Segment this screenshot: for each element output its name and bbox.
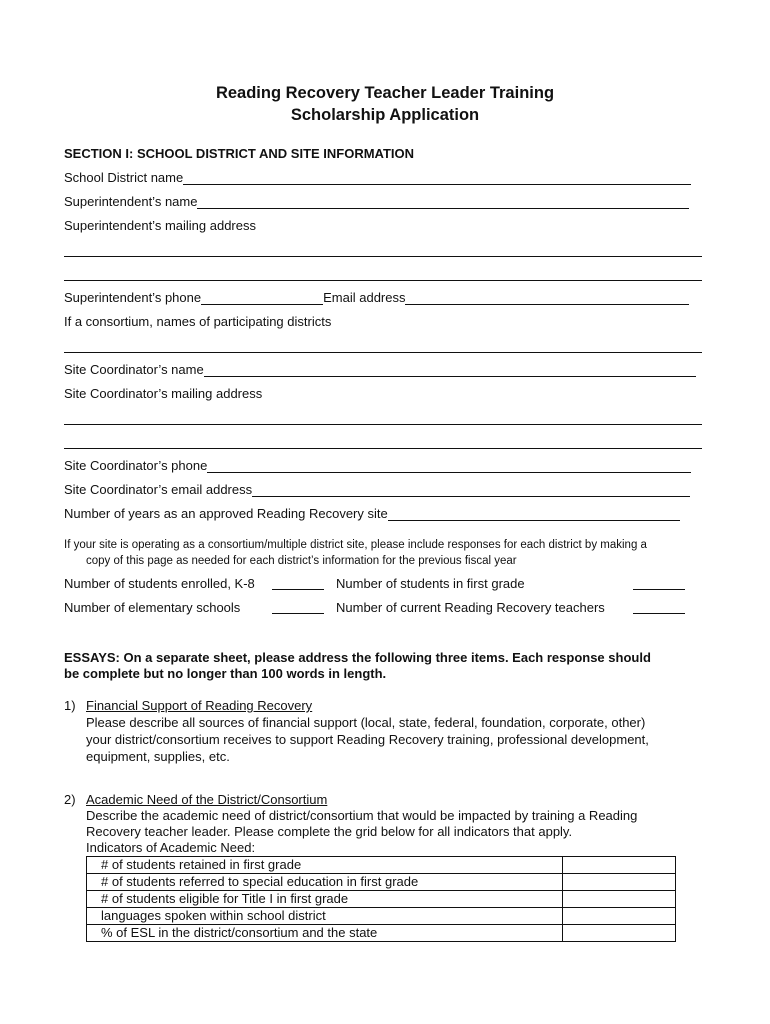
grid-value-cell[interactable] (563, 908, 676, 925)
rr-teachers-label: Number of current Reading Recovery teachers (336, 600, 605, 615)
supt-name-label: Superintendent’s name (64, 194, 198, 209)
coord-phone-label: Site Coordinator’s phone (64, 458, 208, 473)
coord-address-line-1[interactable] (64, 424, 702, 425)
district-name-field[interactable] (183, 172, 691, 185)
rr-teachers-field[interactable] (633, 613, 685, 614)
coord-name-row (64, 362, 696, 377)
coord-phone-row (64, 458, 691, 473)
item-2-line-3: Indicators of Academic Need: (86, 840, 256, 855)
essays-heading-line-2: be complete but no longer than 100 words in length. (64, 666, 387, 681)
item-1-number: 1) (64, 698, 76, 713)
supt-name-row (64, 194, 689, 209)
grid-indicator-label: languages spoken within school district (87, 908, 563, 925)
supt-address-line-2[interactable] (64, 280, 702, 281)
enrolled-field[interactable] (272, 589, 324, 590)
item-1-line-1: Please describe all sources of financial support (local, state, federal, foundation, corporate, other) (86, 715, 646, 730)
table-row (87, 925, 676, 942)
supt-address-label: Superintendent’s mailing address (64, 218, 256, 233)
table-row (87, 891, 676, 908)
essays-heading-line-1: ESSAYS: On a separate sheet, please address the following three items. Each response should (64, 650, 651, 665)
document-title: Reading Recovery Teacher Leader Training (215, 84, 555, 102)
item-1-line-2: your district/consortium receives to support Reading Recovery training, professional development, (86, 732, 649, 747)
supt-email-label: Email address (323, 290, 406, 305)
grid-value-cell[interactable] (563, 925, 676, 942)
grid-indicator-label: # of students referred to special education in first grade (87, 874, 563, 891)
district-name-row (64, 170, 691, 185)
district-name-label: School District name (64, 170, 184, 185)
consortium-note-line-2: copy of this page as needed for each district’s information for the previous fiscal year (86, 555, 517, 567)
consortium-label: If a consortium, names of participating districts (64, 314, 332, 329)
years-row (64, 506, 680, 521)
item-2-line-1: Describe the academic need of district/consortium that would be impacted by training a Reading (86, 808, 638, 823)
supt-phone-field[interactable] (201, 292, 323, 305)
grid-indicator-label: % of ESL in the district/consortium and the state (87, 925, 563, 942)
coord-name-label: Site Coordinator’s name (64, 362, 204, 377)
academic-need-grid (86, 856, 676, 942)
grid-value-cell[interactable] (563, 891, 676, 908)
consortium-line[interactable] (64, 352, 702, 353)
item-2-number: 2) (64, 792, 76, 807)
section-heading: SECTION I: SCHOOL DISTRICT AND SITE INFORMATION (64, 146, 415, 161)
coord-address-label: Site Coordinator’s mailing address (64, 386, 263, 401)
grid-value-cell[interactable] (563, 874, 676, 891)
grid-indicator-label: # of students retained in first grade (87, 857, 563, 874)
enrolled-label: Number of students enrolled, K-8 (64, 576, 255, 591)
table-row (87, 874, 676, 891)
coord-address-line-2[interactable] (64, 448, 702, 449)
table-row (87, 908, 676, 925)
first-grade-label: Number of students in first grade (336, 576, 525, 591)
coord-email-label: Site Coordinator’s email address (64, 482, 253, 497)
elementary-field[interactable] (272, 613, 324, 614)
coord-email-row (64, 482, 690, 497)
supt-name-field[interactable] (197, 196, 689, 209)
years-field[interactable] (388, 508, 680, 521)
table-row (87, 857, 676, 874)
consortium-note-line-1: If your site is operating as a consortium/multiple district site, please include responses for each district by making a (64, 539, 647, 551)
coord-phone-field[interactable] (207, 460, 691, 473)
elementary-label: Number of elementary schools (64, 600, 241, 615)
supt-address-line-1[interactable] (64, 256, 702, 257)
years-label: Number of years as an approved Reading Recovery site (64, 506, 388, 521)
grid-value-cell[interactable] (563, 857, 676, 874)
supt-contact-row (64, 290, 689, 305)
item-2-line-2: Recovery teacher leader. Please complete the grid below for all indicators that apply. (86, 824, 573, 839)
grid-indicator-label: # of students eligible for Title I in first grade (87, 891, 563, 908)
document-subtitle: Scholarship Application (290, 106, 480, 124)
first-grade-field[interactable] (633, 589, 685, 590)
item-1-title: Financial Support of Reading Recovery (86, 698, 313, 713)
coord-email-field[interactable] (252, 484, 690, 497)
item-2-title: Academic Need of the District/Consortium (86, 792, 328, 807)
item-1-line-3: equipment, supplies, etc. (86, 749, 230, 764)
supt-email-field[interactable] (405, 292, 689, 305)
supt-phone-label: Superintendent’s phone (64, 290, 202, 305)
coord-name-field[interactable] (204, 364, 696, 377)
